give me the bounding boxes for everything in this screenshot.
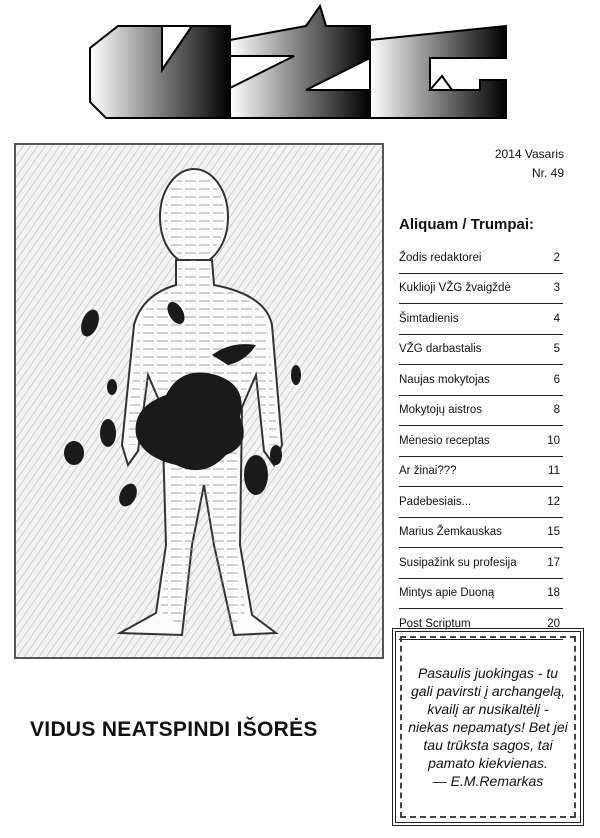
toc-item[interactable] — [399, 274, 563, 305]
toc-item-label: Mėnesio receptas — [399, 434, 490, 447]
toc-item-label: Ar žinai??? — [399, 465, 457, 478]
table-of-contents — [399, 216, 563, 640]
toc-item-page: 5 — [553, 343, 560, 356]
toc-item-page: 18 — [547, 587, 560, 600]
toc-item-label: Mokytojų aistros — [399, 404, 483, 417]
toc-item-label: VŽG darbastalis — [399, 343, 482, 356]
toc-item[interactable] — [399, 335, 563, 366]
toc-item-page: 11 — [548, 465, 560, 478]
toc-item-page: 3 — [553, 282, 560, 295]
toc-item[interactable] — [399, 426, 563, 457]
toc-item-label: Post Scriptum — [399, 617, 471, 630]
toc-item[interactable] — [399, 304, 563, 335]
toc-item[interactable] — [399, 365, 563, 396]
toc-item-page: 4 — [553, 312, 560, 325]
toc-item-page: 15 — [547, 526, 560, 539]
toc-item[interactable] — [399, 518, 563, 549]
toc-item-page: 20 — [547, 617, 560, 630]
toc-item[interactable] — [399, 487, 563, 518]
human-figure-drawing — [16, 145, 382, 657]
quote-frame — [392, 628, 584, 826]
quote-text: Pasaulis juokingas - tu gali pavirsti į archangelą, kvailį ar nusikaltėlį - niekas nepamatys! Bet jei tau trūksta sagos, tai pamato kiekvienas. — [408, 665, 568, 771]
toc-item[interactable] — [399, 579, 563, 610]
toc-item-page: 10 — [547, 434, 560, 447]
toc-item-page: 2 — [553, 251, 560, 264]
toc-item[interactable] — [399, 548, 563, 579]
toc-item[interactable] — [399, 243, 563, 274]
toc-item-page: 6 — [553, 373, 560, 386]
quote-inner-border — [400, 636, 576, 818]
toc-item-label: Kuklioji VŽG žvaigždė — [399, 282, 511, 295]
quote — [408, 664, 568, 790]
toc-item-label: Marius Žemkauskas — [399, 526, 502, 539]
cover-headline: VIDUS NEATSPINDI IŠORĖS — [30, 718, 318, 741]
cover-illustration — [14, 143, 384, 659]
toc-item[interactable] — [399, 457, 563, 488]
toc-item-label: Šimtadienis — [399, 312, 459, 325]
toc-item-label: Naujas mokytojas — [399, 373, 490, 386]
issue-date: 2014 Vasaris — [494, 147, 564, 161]
toc-item-label: Mintys apie Duoną — [399, 587, 495, 600]
toc-item-page: 8 — [553, 404, 560, 417]
toc-title: Aliquam / Trumpai: — [399, 216, 535, 233]
issue-number: Nr. 49 — [531, 166, 564, 180]
issue-info — [495, 145, 564, 183]
toc-item[interactable] — [399, 396, 563, 427]
toc-item-page: 17 — [547, 556, 560, 569]
quote-author: — E.M.Remarkas — [432, 773, 544, 789]
toc-item-label: Padebesiais... — [399, 495, 472, 508]
masthead-logo — [80, 0, 520, 122]
toc-item-label: Žodis redaktorei — [399, 251, 482, 264]
toc-item-label: Susipažink su profesija — [399, 556, 517, 569]
toc-item-page: 12 — [547, 495, 560, 508]
